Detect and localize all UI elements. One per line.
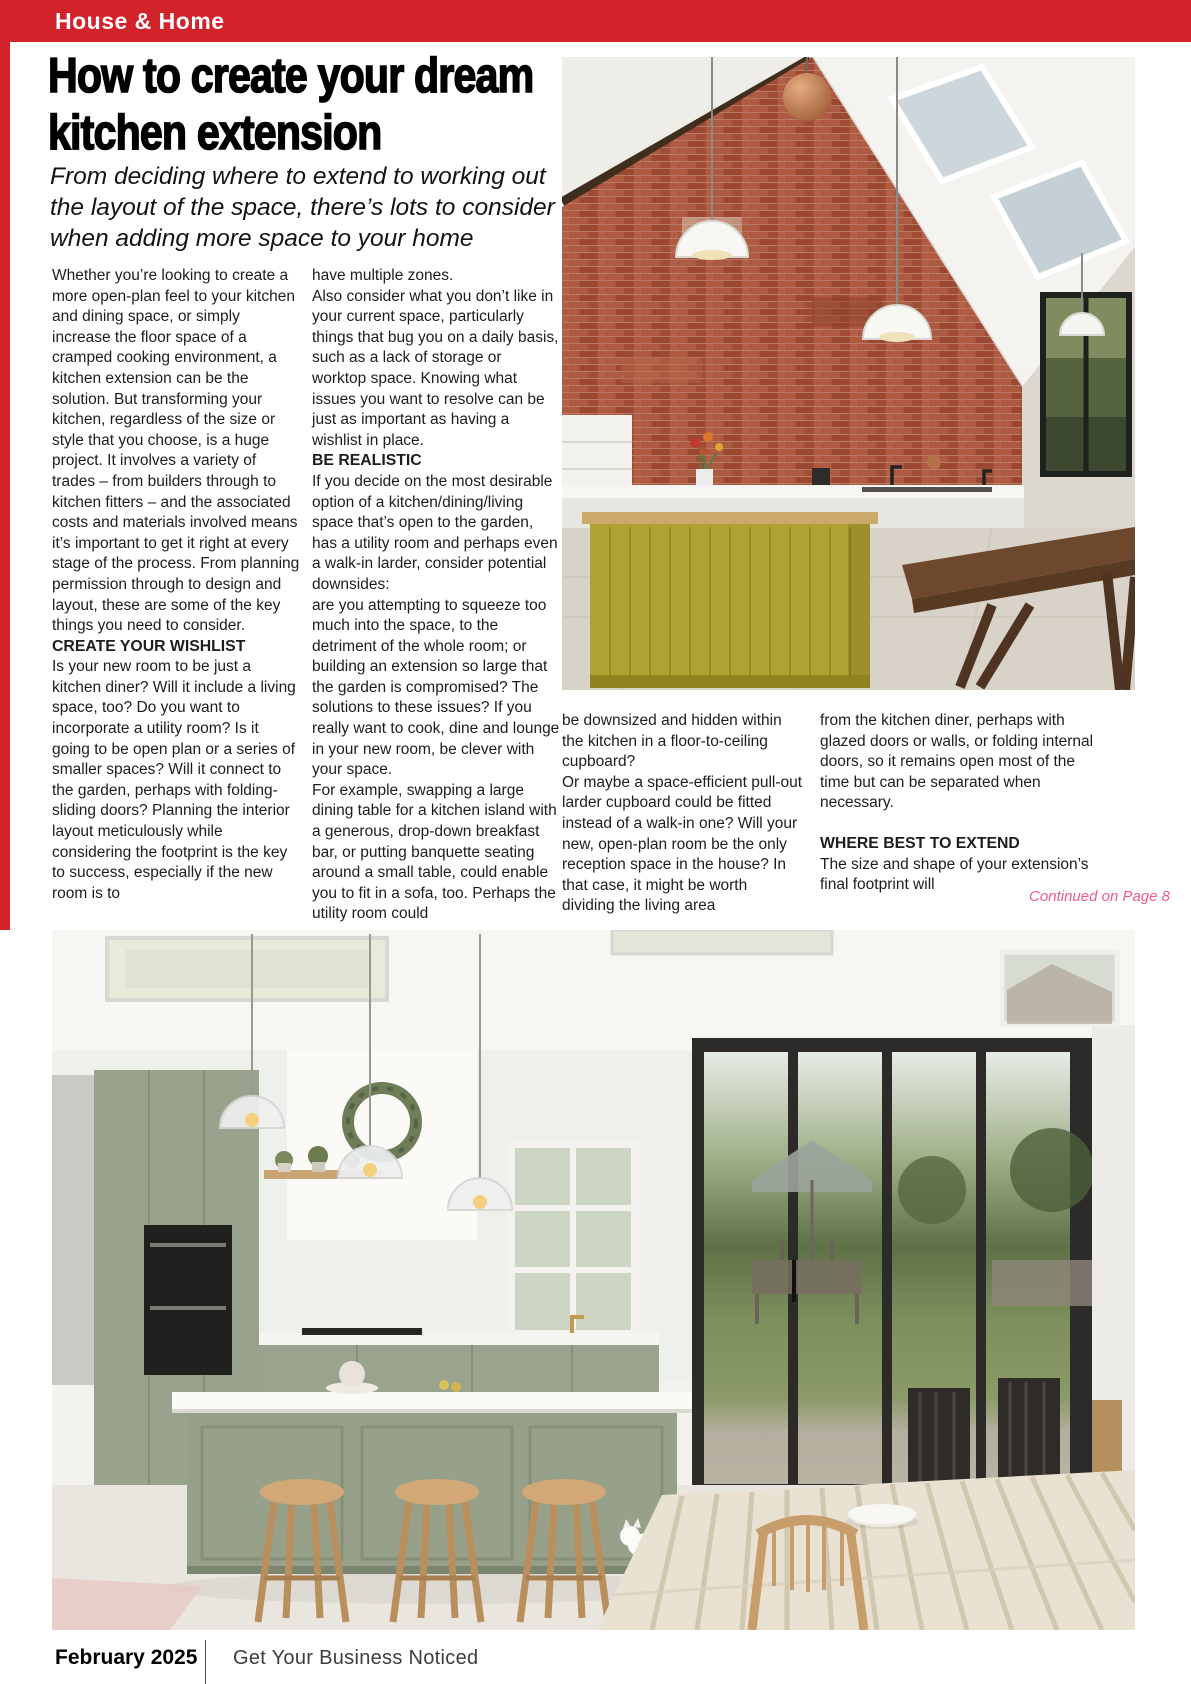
page-title-line1: How to create your dream	[48, 49, 534, 103]
article-column-4	[820, 711, 1096, 896]
footer-tagline: Get Your Business Noticed	[233, 1647, 479, 1669]
paragraph: Whether you’re looking to create a more open-plan feel to your kitchen and dining space, or simply increase the floor space of a cramped cooking environment, a kitchen extension can be the solution. But transforming your kitchen, regardless of the size or style that you choose, is a huge project. It involves a variety of trades – from builders through to kitchen fitters – and the associated costs and materials involved means it’s important to get it right at every stage of the process. From planning permission through to design and layout, these are some of the key things you need to consider.	[52, 267, 300, 635]
continued-on-page-note: Continued on Page 8	[1029, 888, 1170, 905]
standfirst: From deciding where to extend to working out the layout of the space, there’s lots to consider when adding more space to your home	[50, 163, 555, 252]
section-label: House & Home	[55, 8, 225, 34]
article-column-3	[562, 711, 804, 917]
bottom-photo	[52, 930, 1135, 1630]
page-title	[48, 48, 602, 162]
article-column-2	[312, 266, 560, 925]
subheading-create-your-wishlist: CREATE YOUR WISHLIST	[52, 637, 246, 655]
top-photo	[562, 57, 1135, 690]
page-title-line2: kitchen extension	[48, 106, 382, 160]
paragraph: Also consider what you don’t like in your current space, particularly things that bug you on a daily basis, such as a lack of storage or worktop space. Knowing what issues you want to resolve can be just as important as having a wishlist in place.	[312, 287, 559, 449]
paragraph: For example, swapping a large dining table for a kitchen island with a generous, drop-down breakfast bar, or putting banquette seating around a small table, could enable you to fit in a sofa, too. Perhaps the utility room could	[312, 781, 557, 923]
article-column-1	[52, 266, 300, 904]
paragraph: Or maybe a space-efficient pull-out larder cupboard could be fitted instead of a walk-in one? Will your new, open-plan room be the only reception space in the house? In that case, it might be worth dividing the living area	[562, 773, 803, 915]
footer-divider	[205, 1640, 206, 1684]
paragraph: The size and shape of your extension’s final footprint will	[820, 855, 1089, 894]
paragraph: are you attempting to squeeze too much into the space, to the detriment of the whole room; or building an extension so large that the garden is compromised? The solutions to these issues? If you really want to cook, dine and lounge in your new room, be clever with your space.	[312, 596, 560, 779]
paragraph: Is your new room to be just a kitchen diner? Will it include a living space, too? Do you want to incorporate a utility room? Is it going to be open plan or a series of smaller spaces? Will it connect to the garden, perhaps with folding-sliding doors? Planning the interior layout meticulously while considering the footprint is the key to success, especially if the new room is to	[52, 658, 296, 902]
footer-issue-date: February 2025	[55, 1646, 198, 1669]
left-red-spine	[0, 42, 10, 930]
paragraph: from the kitchen diner, perhaps with glazed doors or walls, or folding internal doors, so it remains open most of the time but can be separated when necessary.	[820, 712, 1094, 812]
subheading-where-best-to-extend: WHERE BEST TO EXTEND	[820, 834, 1020, 852]
subheading-be-realistic: BE REALISTIC	[312, 452, 422, 470]
paragraph: If you decide on the most desirable option of a kitchen/dining/living space that’s open to the garden, has a utility room and perhaps even a walk-in larder, consider potential downsides:	[312, 472, 558, 593]
paragraph: be downsized and hidden within the kitchen in a floor-to-ceiling cupboard?	[562, 712, 782, 771]
paragraph: have multiple zones.	[312, 267, 454, 284]
